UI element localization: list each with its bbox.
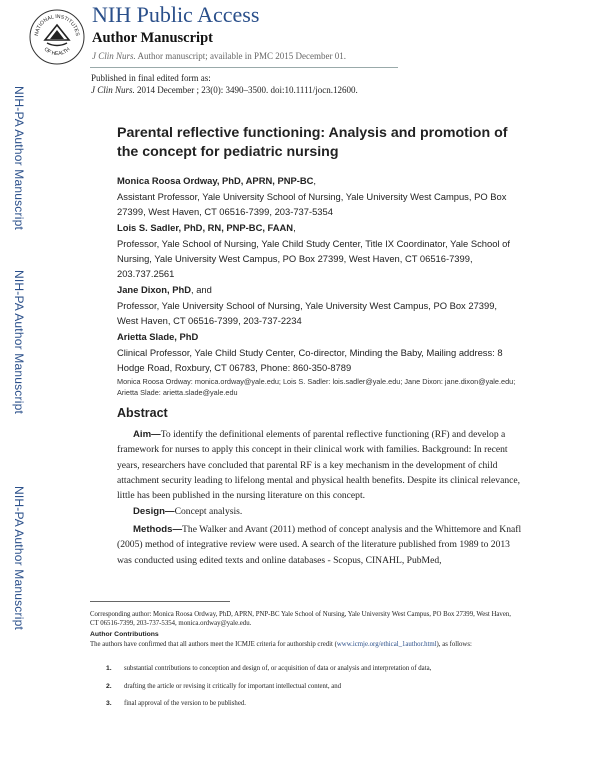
author-affiliation-2: Professor, Yale School of Nursing, Yale Child Study Center, Title IX Coordinator, Yale School of Nursing, Yale University West Campus, PO Box 27399, West Haven, CT 06516-7399, 203.737.2561 — [117, 238, 510, 279]
manuscript-label: Author Manuscript — [92, 30, 213, 46]
contribution-item-3: 3. final approval of the version to be published. — [106, 700, 246, 707]
contributions-heading: Author Contributions — [90, 631, 159, 638]
contributions-intro: The authors have confirmed that all authors meet the ICMJE criteria for authorship credit (www.icmje.org/ethical_1author.html), as follows: — [90, 641, 472, 648]
corresponding-author-note: Corresponding author: Monica Roosa Ordway, PhD, APRN, PNP-BC Yale School of Nursing, Yale University West Campus, PO Box 27399, West Haven, CT 06516-7399, 203-737-5354, monica.ordway@yale.edu. — [90, 611, 511, 628]
abstract-heading: Abstract — [117, 406, 168, 420]
abstract-aim: Aim—To identify the definitional elements of parental reflective functioning (RF) and develop a framework for nurses to apply this concept in their clinical work with families. Background: In recent years, researchers have concluded that parental RF is a key mechanism in the development of child attachment security leading to lifelong mental and physical health benefits. Despite its clinical relevance, little has been published in the nursing literature on this concept. — [117, 429, 521, 502]
availability-text: Author manuscript; available in PMC 2015 December 01. — [137, 51, 346, 61]
contribution-item-2: 2. drafting the article or revising it critically for important intellectual content, and — [106, 683, 342, 690]
icmje-link[interactable]: www.icmje.org/ethical_1author.html — [336, 641, 437, 648]
svg-text:NATIONAL INSTITUTES: NATIONAL INSTITUTES — [33, 13, 81, 37]
published-label: Published in final edited form as: — [91, 73, 211, 83]
availability-note — [92, 51, 346, 61]
author-affiliation-1: Assistant Professor, Yale University School of Nursing, Yale University West Campus, PO Box 27399, West Haven, CT 06516-7399, 203-737-5354 — [117, 191, 507, 217]
author-name-1: Monica Roosa Ordway, PhD, APRN, PNP-BC, — [117, 175, 316, 186]
side-label-1: NIH-PA Author Manuscript — [12, 86, 26, 230]
side-label-3: NIH-PA Author Manuscript — [12, 486, 26, 630]
footnote-divider — [90, 601, 230, 602]
citation-line — [91, 85, 358, 95]
header-divider — [90, 67, 398, 68]
author-affiliation-3: Professor, Yale University School of Nursing, Yale University West Campus, PO Box 27399, West Haven, CT 06516-7399, 203-737-2234 — [117, 300, 498, 326]
journal-abbrev: J Clin Nurs. — [92, 51, 136, 61]
author-name-4: Arietta Slade, PhD — [117, 331, 199, 342]
svg-text:OF HEALTH: OF HEALTH — [42, 46, 72, 58]
author-emails: Monica Roosa Ordway: monica.ordway@yale.edu; Lois S. Sadler: lois.sadler@yale.edu; Jane Dixon: jane.dixon@yale.edu; Arietta Slade: arietta.slade@yale.edu — [117, 377, 516, 397]
nih-logo — [28, 8, 86, 66]
article-title: Parental reflective functioning: Analysis and promotion of the concept for pediatric nursing — [117, 125, 508, 160]
citation-details: 2014 December ; 23(0): 3490–3500. doi:10.1111/jocn.12600. — [137, 85, 358, 95]
abstract-design: Design—Concept analysis. — [133, 506, 243, 517]
citation-journal: J Clin Nurs. — [91, 85, 135, 95]
author-affiliation-4: Clinical Professor, Yale Child Study Center, Co-director, Minding the Baby, Mailing address: 8 Hodge Road, Roxbury, CT 06783, Phone: 860-350-8789 — [117, 347, 503, 373]
side-label-2: NIH-PA Author Manuscript — [12, 270, 26, 414]
abstract-methods: Methods—The Walker and Avant (2011) method of concept analysis and the Whittemore and Knafl (2005) method of integrative review were used. A search of the literature published from 1989 to 2013 was conducted using edited texts and online databases - Scopus, CINAHL, PubMed, — [117, 524, 522, 566]
repository-title: NIH Public Access — [92, 2, 260, 27]
contribution-item-1: 1. substantial contributions to conception and design of, or acquisition of data or analysis and interpretation of data, — [106, 665, 432, 672]
author-name-3: Jane Dixon, PhD, and — [117, 284, 212, 295]
author-name-2: Lois S. Sadler, PhD, RN, PNP-BC, FAAN, — [117, 222, 296, 233]
